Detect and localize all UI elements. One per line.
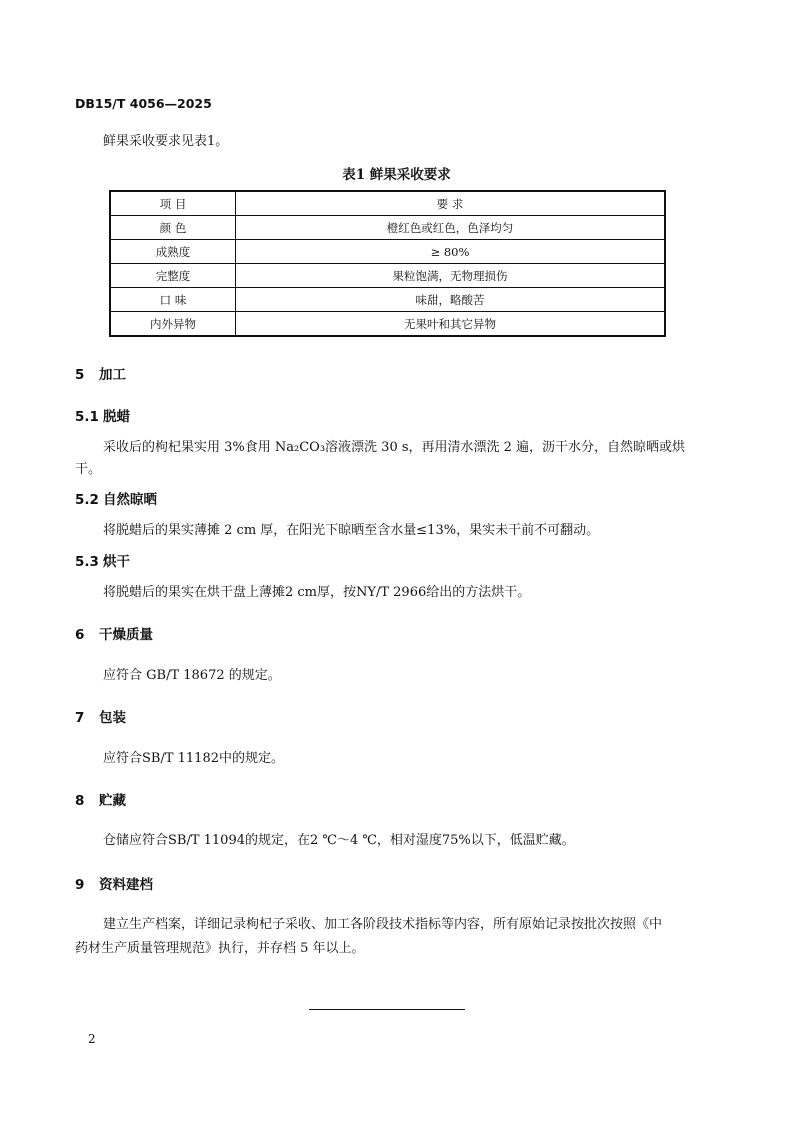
- row-item: 成熟度: [110, 240, 236, 264]
- section-number: 5: [75, 367, 85, 383]
- section-title: 烘干: [103, 554, 130, 570]
- section-number: 7: [75, 710, 85, 726]
- section-title: 资料建档: [99, 877, 153, 893]
- section-title: 干燥质量: [99, 627, 153, 643]
- section-6-heading: [75, 623, 153, 643]
- end-rule: [309, 1009, 465, 1010]
- section-5-2-text: 将脱蜡后的果实薄摊 2 cm 厚，在阳光下晾晒至含水量≤13%，果实未干前不可翻动。: [103, 523, 600, 538]
- row-requirement: 橙红色或红色，色泽均匀: [236, 216, 666, 240]
- section-9-heading: [75, 873, 153, 893]
- section-5-1-text-line2: 干。: [75, 462, 102, 477]
- header-item: 项 目: [110, 191, 236, 216]
- row-requirement: 味甜，略酸苦: [236, 288, 666, 312]
- harvest-requirements-table: [109, 190, 666, 337]
- section-title: 脱蜡: [103, 409, 130, 425]
- section-7-heading: [75, 706, 126, 726]
- section-6-text: 应符合 GB/T 18672 的规定。: [103, 668, 281, 683]
- table-row: [110, 312, 665, 337]
- intro-text: 鲜果采收要求见表1。: [103, 134, 229, 149]
- section-number: 5.3: [75, 554, 99, 570]
- table-row: [110, 264, 665, 288]
- section-5-1-text-line1: 采收后的枸杞果实用 3%食用 Na₂CO₃溶液漂洗 30 s，再用清水漂洗 2 遍，沥干水分，自然晾晒或烘: [103, 440, 686, 455]
- section-number: 5.2: [75, 492, 99, 508]
- section-number: 5.1: [75, 409, 99, 425]
- row-item: 完整度: [110, 264, 236, 288]
- table-row: [110, 216, 665, 240]
- section-8-heading: [75, 789, 126, 809]
- row-requirement: ≥ 80%: [236, 240, 666, 264]
- row-requirement: 无果叶和其它异物: [236, 312, 666, 337]
- section-5-3-heading: [75, 550, 130, 570]
- section-number: 9: [75, 877, 85, 893]
- row-item: 内外异物: [110, 312, 236, 337]
- table-caption: 表1 鲜果采收要求: [342, 167, 451, 183]
- table-header-row: [110, 191, 665, 216]
- section-5-1-heading: [75, 405, 130, 425]
- section-5-heading: [75, 363, 126, 383]
- section-number: 6: [75, 627, 85, 643]
- page-number: 2: [88, 1032, 96, 1046]
- section-5-2-heading: [75, 488, 157, 508]
- section-title: 自然晾晒: [103, 492, 157, 508]
- table-row: [110, 288, 665, 312]
- section-7-text: 应符合SB/T 11182中的规定。: [103, 751, 284, 766]
- section-title: 包装: [99, 710, 126, 726]
- section-9-text-line2: 药材生产质量管理规范》执行，并存档 5 年以上。: [75, 941, 365, 956]
- table-row: [110, 240, 665, 264]
- section-title: 加工: [99, 367, 126, 383]
- document-code: DB15/T 4056—2025: [75, 96, 212, 111]
- row-item: 颜 色: [110, 216, 236, 240]
- section-8-text: 仓储应符合SB/T 11094的规定，在2 ℃～4 ℃，相对湿度75%以下，低温贮藏。: [103, 833, 575, 848]
- header-requirement: 要 求: [236, 191, 666, 216]
- section-5-3-text: 将脱蜡后的果实在烘干盘上薄摊2 cm厚，按NY/T 2966给出的方法烘干。: [103, 585, 531, 600]
- section-title: 贮藏: [99, 793, 126, 809]
- row-item: 口 味: [110, 288, 236, 312]
- row-requirement: 果粒饱满，无物理损伤: [236, 264, 666, 288]
- section-number: 8: [75, 793, 85, 809]
- section-9-text-line1: 建立生产档案，详细记录枸杞子采收、加工各阶段技术指标等内容，所有原始记录按批次按照《中: [103, 917, 663, 932]
